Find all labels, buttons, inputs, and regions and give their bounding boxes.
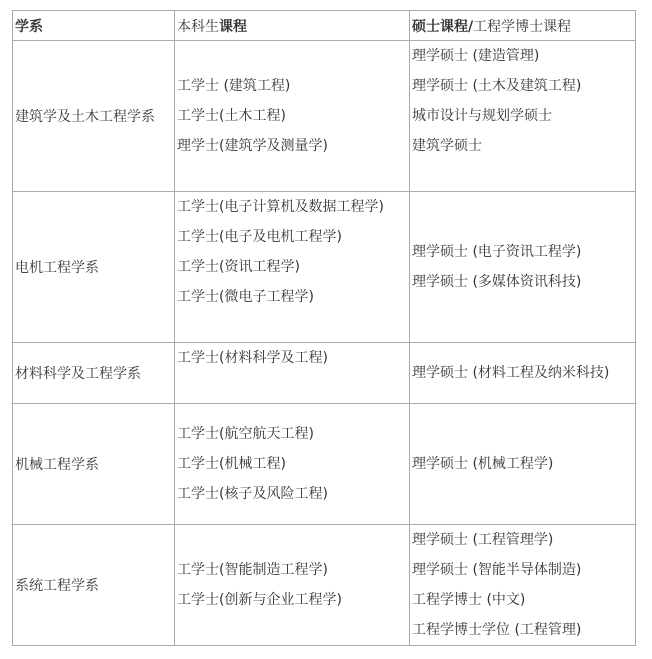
postgrad-program: 理学硕士 (土木及建筑工程) xyxy=(412,78,582,94)
header-department xyxy=(13,11,175,41)
postgrad-program: 理学硕士 (电子资讯工程学) xyxy=(412,244,582,260)
undergrad-program: 工学士(资讯工程学) xyxy=(177,259,300,275)
postgrad-program: 理学硕士 (工程管理学) xyxy=(412,532,554,548)
table-row xyxy=(13,343,636,404)
table-row xyxy=(13,525,636,646)
undergrad-cell xyxy=(175,404,410,525)
postgrad-cell xyxy=(410,41,636,192)
undergrad-cell xyxy=(175,192,410,343)
postgrad-cell xyxy=(410,525,636,646)
table-row xyxy=(13,192,636,343)
header-postgrad xyxy=(410,11,636,41)
header-postgrad-bold: 硕士课程/ xyxy=(412,18,474,35)
postgrad-program: 理学硕士 (机械工程学) xyxy=(412,456,554,472)
postgrad-program: 建筑学硕士 xyxy=(412,138,482,154)
postgrad-cell xyxy=(410,343,636,404)
undergrad-program: 理学士(建筑学及测量学) xyxy=(177,138,328,154)
undergrad-program: 工学士(航空航天工程) xyxy=(177,426,314,442)
department-cell xyxy=(13,404,175,525)
undergrad-program: 工学士(材料科学及工程) xyxy=(177,350,328,366)
department-name: 材料科学及工程学系 xyxy=(15,366,141,382)
undergrad-program: 工学士(电子计算机及数据工程学) xyxy=(177,199,384,215)
postgrad-program: 城市设计与规划学硕士 xyxy=(412,108,552,124)
undergrad-cell xyxy=(175,525,410,646)
table-row xyxy=(13,41,636,192)
department-cell xyxy=(13,343,175,404)
department-name: 机械工程学系 xyxy=(15,457,99,473)
department-name: 系统工程学系 xyxy=(15,578,99,594)
header-undergrad xyxy=(175,11,410,41)
department-cell xyxy=(13,525,175,646)
undergrad-program: 工学士(土木工程) xyxy=(177,108,286,124)
postgrad-cell xyxy=(410,404,636,525)
postgrad-program: 理学硕士 (材料工程及纳米科技) xyxy=(412,365,610,381)
undergrad-program: 工学士(微电子工程学) xyxy=(177,289,314,305)
program-table-wrapper xyxy=(12,10,636,646)
postgrad-program: 理学硕士 (多媒体资讯科技) xyxy=(412,274,582,290)
undergrad-program: 工学士(核子及风险工程) xyxy=(177,486,328,502)
postgrad-program: 理学硕士 (建造管理) xyxy=(412,48,540,64)
department-cell xyxy=(13,41,175,192)
undergrad-cell xyxy=(175,343,410,404)
undergrad-program: 工学士(创新与企业工程学) xyxy=(177,592,342,608)
postgrad-program: 工程学博士学位 (工程管理) xyxy=(412,622,582,638)
postgrad-program: 工程学博士 (中文) xyxy=(412,592,526,608)
department-name: 建筑学及土木工程学系 xyxy=(15,109,155,125)
header-undergrad-bold: 课程 xyxy=(219,18,247,35)
undergrad-program: 工学士(电子及电机工程学) xyxy=(177,229,342,245)
undergrad-program: 工学士(智能制造工程学) xyxy=(177,562,328,578)
postgrad-program: 理学硕士 (智能半导体制造) xyxy=(412,562,582,578)
table-row xyxy=(13,404,636,525)
header-undergrad-plain: 本科生 xyxy=(177,18,219,35)
department-name: 电机工程学系 xyxy=(15,260,99,276)
undergrad-cell xyxy=(175,41,410,192)
table-header-row xyxy=(13,11,636,41)
undergrad-program: 工学士 (建筑工程) xyxy=(177,78,291,94)
postgrad-cell xyxy=(410,192,636,343)
undergrad-program: 工学士(机械工程) xyxy=(177,456,286,472)
program-table xyxy=(12,10,636,646)
header-department-label: 学系 xyxy=(15,18,43,35)
department-cell xyxy=(13,192,175,343)
header-postgrad-plain: 工程学博士课程 xyxy=(473,18,572,35)
